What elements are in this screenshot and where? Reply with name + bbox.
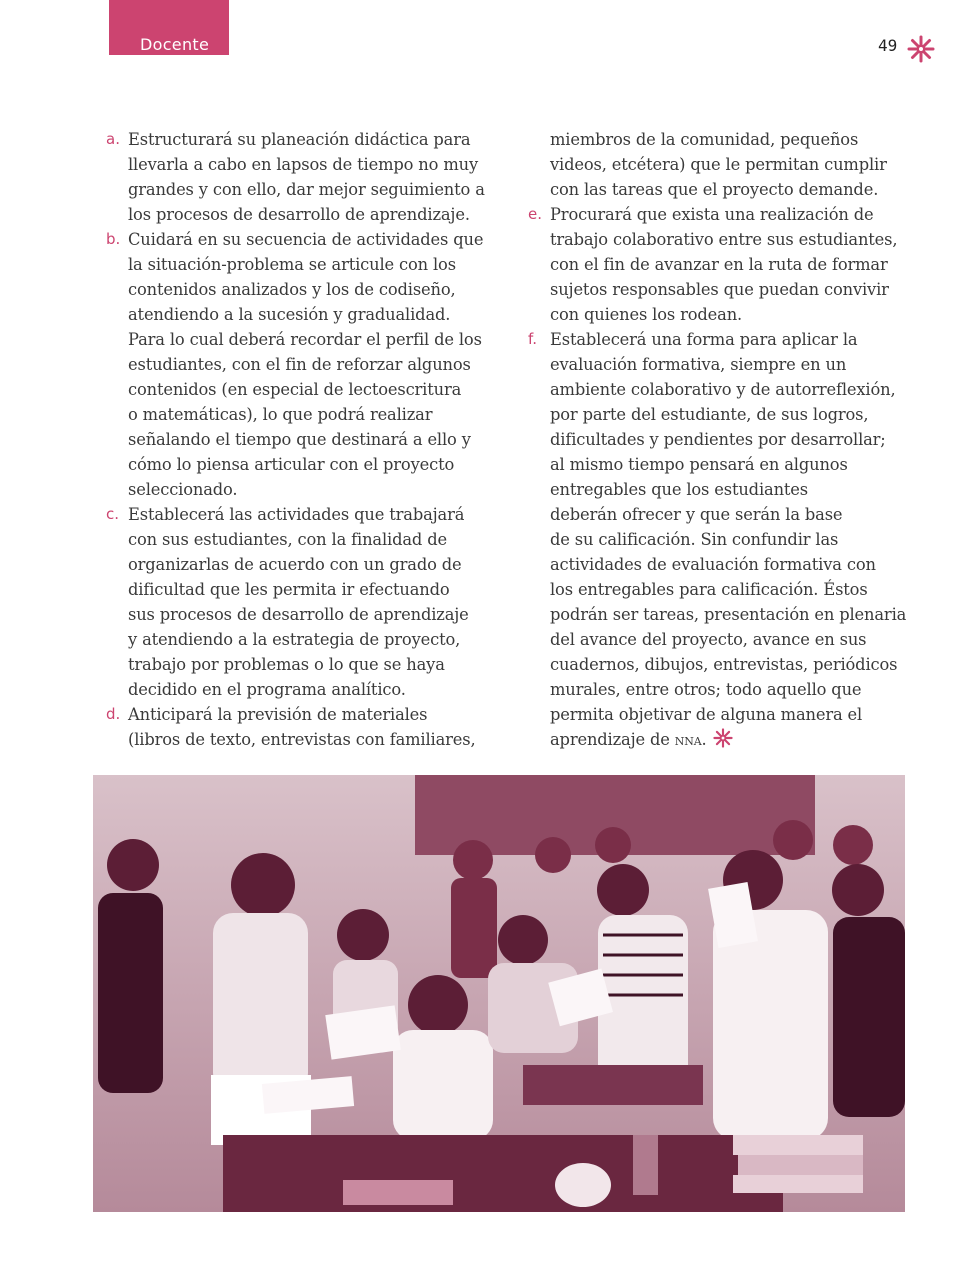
text-line: Establecerá las actividades que trabajará xyxy=(128,505,465,524)
nna-abbreviation: nna xyxy=(674,730,702,749)
list-item-d xyxy=(106,702,486,752)
item-label: e. xyxy=(528,205,542,223)
list-item-b xyxy=(106,227,486,502)
flower-end-icon xyxy=(713,728,733,748)
text-line: los procesos de desarrollo de aprendizaje. xyxy=(128,205,470,224)
text-line: con sus estudiantes, con la finalidad de xyxy=(128,530,447,549)
text-line: de su calificación. Sin confundir las xyxy=(550,530,839,549)
text-line: atendiendo a la sucesión y gradualidad. xyxy=(128,305,451,324)
text-line: los entregables para calificación. Éstos xyxy=(550,580,868,599)
list-item-a xyxy=(106,127,486,227)
text-line: Estructurará su planeación didáctica para xyxy=(128,130,471,149)
classroom-photo-icon xyxy=(93,775,905,1212)
text-line-last xyxy=(550,727,908,752)
text-line: por parte del estudiante, de sus logros, xyxy=(550,405,869,424)
list-item-c xyxy=(106,502,486,702)
section-label: Docente xyxy=(140,35,210,54)
text-line: trabajo por problemas o lo que se haya xyxy=(128,655,445,674)
text-line: o matemáticas), lo que podrá realizar xyxy=(128,405,433,424)
list-item-e xyxy=(528,202,908,327)
left-column xyxy=(106,127,486,752)
text-line: trabajo colaborativo entre sus estudiantes, xyxy=(550,230,898,249)
text-line: entregables que los estudiantes xyxy=(550,480,808,499)
text-line: Para lo cual deberá recordar el perfil de los xyxy=(128,330,482,349)
text-line: Anticipará la previsión de materiales xyxy=(128,705,428,724)
text-fragment: . xyxy=(701,730,707,749)
text-line: con el fin de avanzar en la ruta de formar xyxy=(550,255,888,274)
text-line: dificultades y pendientes por desarrollar; xyxy=(550,430,886,449)
text-line: cuadernos, dibujos, entrevistas, periódicos xyxy=(550,655,898,674)
text-line: murales, entre otros; todo aquello que xyxy=(550,680,862,699)
text-line: con quienes los rodean. xyxy=(550,305,743,324)
text-line: Establecerá una forma para aplicar la xyxy=(550,330,858,349)
item-label: b. xyxy=(106,230,121,248)
list-item-f xyxy=(528,327,908,752)
text-fragment: aprendizaje de xyxy=(550,730,675,749)
text-line: actividades de evaluación formativa con xyxy=(550,555,876,574)
text-line: señalando el tiempo que destinará a ello y xyxy=(128,430,471,449)
text-line: Cuidará en su secuencia de actividades que xyxy=(128,230,484,249)
text-line: sus procesos de desarrollo de aprendizaje xyxy=(128,605,469,624)
list-item-d-continuation xyxy=(528,127,908,202)
item-label: d. xyxy=(106,705,121,723)
text-line: la situación-problema se articule con los xyxy=(128,255,456,274)
text-line: contenidos analizados y los de codiseño, xyxy=(128,280,456,299)
text-line: decidido en el programa analítico. xyxy=(128,680,406,699)
text-line: contenidos (en especial de lectoescritura xyxy=(128,380,462,399)
text-line: con las tareas que el proyecto demande. xyxy=(550,180,879,199)
text-line: y atendiendo a la estrategia de proyecto, xyxy=(128,630,461,649)
text-line: organizarlas de acuerdo con un grado de xyxy=(128,555,462,574)
text-line: grandes y con ello, dar mejor seguimiento a xyxy=(128,180,485,199)
text-line: videos, etcétera) que le permitan cumplir xyxy=(550,155,887,174)
classroom-photo xyxy=(93,775,905,1212)
text-line: sujetos responsables que puedan convivir xyxy=(550,280,889,299)
text-line: ambiente colaborativo y de autorreflexión, xyxy=(550,380,896,399)
text-line: cómo lo piensa articular con el proyecto xyxy=(128,455,455,474)
flower-icon xyxy=(907,35,935,63)
text-line: deberán ofrecer y que serán la base xyxy=(550,505,843,524)
text-line: evaluación formativa, siempre en un xyxy=(550,355,847,374)
text-line: (libros de texto, entrevistas con familiares, xyxy=(128,730,476,749)
text-line: estudiantes, con el fin de reforzar algunos xyxy=(128,355,471,374)
section-tab xyxy=(109,0,229,55)
page-number: 49 xyxy=(878,36,898,55)
text-line: permita objetivar de alguna manera el xyxy=(550,705,863,724)
text-line: Procurará que exista una realización de xyxy=(550,205,874,224)
item-label: a. xyxy=(106,130,120,148)
item-label: c. xyxy=(106,505,120,523)
text-line: del avance del proyecto, avance en sus xyxy=(550,630,867,649)
text-line: seleccionado. xyxy=(128,480,238,499)
item-label: f. xyxy=(528,330,537,348)
text-line: podrán ser tareas, presentación en plenaria xyxy=(550,605,907,624)
text-line: miembros de la comunidad, pequeños xyxy=(550,130,859,149)
text-line: llevarla a cabo en lapsos de tiempo no muy xyxy=(128,155,478,174)
right-column xyxy=(528,127,908,752)
text-line: al mismo tiempo pensará en algunos xyxy=(550,455,848,474)
text-line: dificultad que les permita ir efectuando xyxy=(128,580,450,599)
